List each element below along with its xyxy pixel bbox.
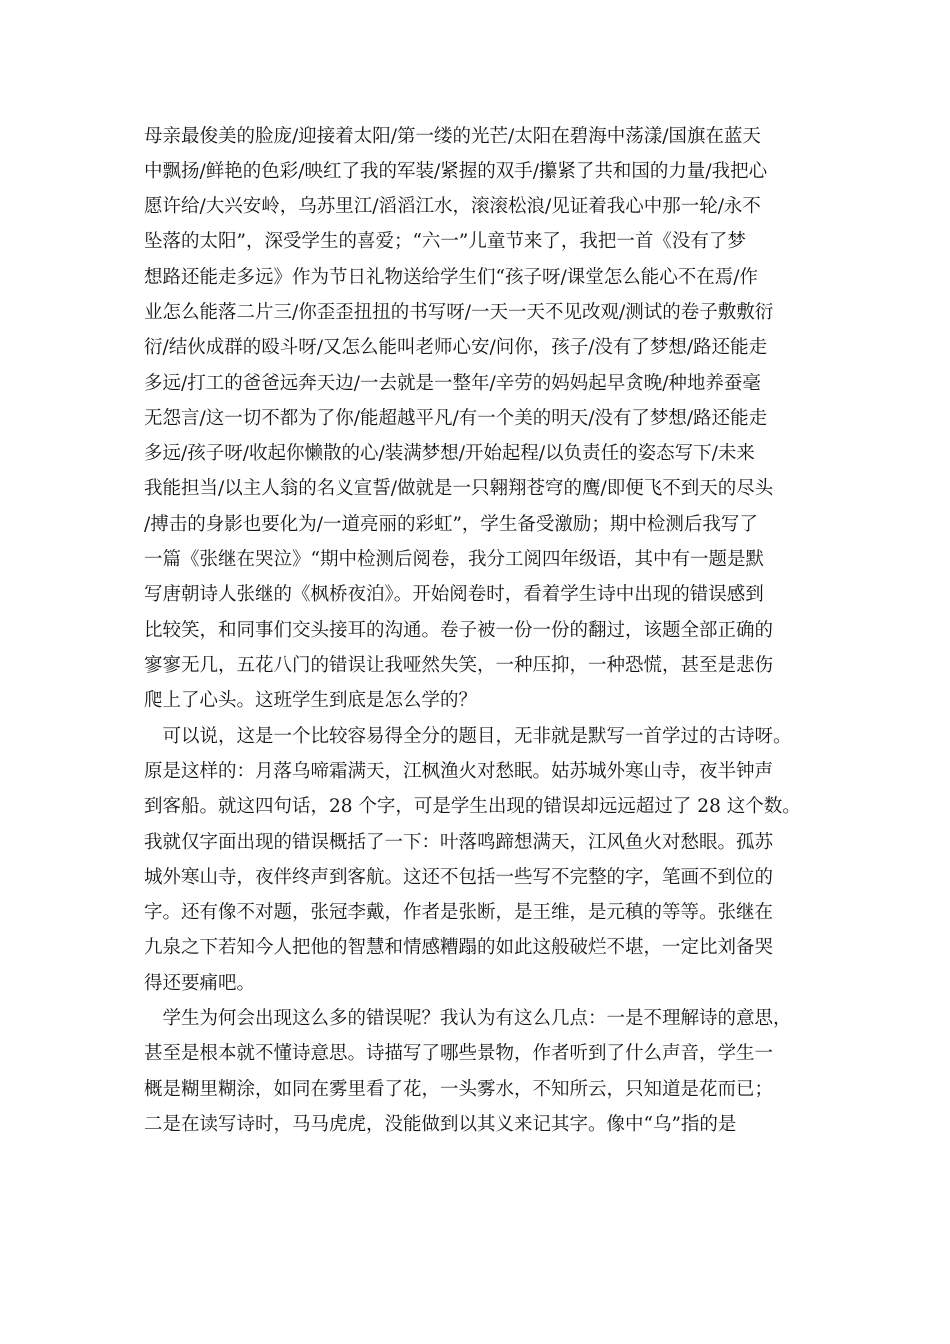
text-line: 比较笑，和同事们交头接耳的沟通。卷子被一份一份的翻过，该题全部正确的 (144, 620, 774, 641)
text-line: 愿许给/大兴安岭，乌苏里江/滔滔江水，滚滚松浪/见证着我心中那一轮/永不 (144, 196, 761, 217)
text-line: 我能担当/以主人翁的名义宣誓/做就是一只翱翔苍穹的鹰/即便飞不到天的尽头 (144, 478, 774, 499)
text-line: 我就仅字面出现的错误概括了一下：叶落鸣蹄想满天，江风鱼火对愁眼。孤苏 (144, 832, 774, 853)
paragraph-start-line: 可以说，这是一个比较容易得全分的题目，无非就是默写一首学过的古诗呀。 (144, 726, 792, 747)
text-line: 城外寒山寺，夜伴终声到客航。这还不包括一些写不完整的字，笔画不到位的 (144, 867, 774, 888)
text-line: 一篇《张继在哭泣》“期中检测后阅卷，我分工阅四年级语，其中有一题是默 (144, 549, 764, 570)
text-line: 母亲最俊美的脸庞/迎接着太阳/第一缕的光芒/太阳在碧海中荡漾/国旗在蓝天 (144, 126, 761, 147)
text-line: 到客船。就这四句话，28 个字，可是学生出现的错误却远远超过了 28 这个数。 (144, 796, 801, 817)
text-line: 业怎么能落二片三/你歪歪扭扭的书写呀/一天一天不见改观/测试的卷子敷敷衍 (144, 302, 774, 323)
text-line: 寥寥无几，五花八门的错误让我哑然失笑，一种压抑，一种恐慌，甚至是悲伤 (144, 655, 774, 676)
text-line: 想路还能走多远》作为节日礼物送给学生们“孩子呀/课堂怎么能心不在焉/作 (144, 267, 758, 288)
text-line: 得还要痛吧。 (144, 973, 256, 994)
text-line: 多远/打工的爸爸远奔天边/一去就是一整年/辛劳的妈妈起早贪晚/种地养蚕毫 (144, 373, 761, 394)
text-line: 写唐朝诗人张继的《枫桥夜泊》。开始阅卷时，看着学生诗中出现的错误感到 (144, 584, 764, 605)
text-line: 二是在读写诗时，马马虎虎，没能做到以其义来记其字。像中“乌”指的是 (144, 1114, 737, 1135)
text-line: 字。还有像不对题，张冠李戴，作者是张断，是王维，是元稹的等等。张继在 (144, 902, 774, 923)
text-line: 中飘扬/鲜艳的色彩/映红了我的军装/紧握的双手/攥紧了共和国的力量/我把心 (144, 161, 768, 182)
paragraph-start-line: 学生为何会出现这么多的错误呢？我认为有这么几点：一是不理解诗的意思， (144, 1008, 792, 1029)
text-line: 衍/结伙成群的殴斗呀/又怎么能叫老师心安/问你，孩子/没有了梦想/路还能走 (144, 337, 768, 358)
text-line: 无怨言/这一切不都为了你/能超越平凡/有一个美的明天/没有了梦想/路还能走 (144, 408, 768, 429)
text-line: 多远/孩子呀/收起你懒散的心/装满梦想/开始起程/以负责任的姿态写下/未来 (144, 443, 755, 464)
text-line: 原是这样的：月落乌啼霜满天，江枫渔火对愁眠。姑苏城外寒山寺，夜半钟声 (144, 761, 774, 782)
text-line: /搏击的身影也要化为/一道亮丽的彩虹”，学生备受激励；期中检测后我写了 (144, 514, 758, 535)
text-line: 九泉之下若知今人把他的智慧和情感糟蹋的如此这般破烂不堪，一定比刘备哭 (144, 937, 774, 958)
text-line: 概是糊里糊涂，如同在雾里看了花，一头雾水，不知所云，只知道是花而已； (144, 1079, 774, 1100)
text-line: 爬上了心头。这班学生到底是怎么学的？ (144, 690, 478, 711)
text-line: 甚至是根本就不懂诗意思。诗描写了哪些景物，作者听到了什么声音，学生一 (144, 1043, 774, 1064)
text-line: 坠落的太阳”，深受学生的喜爱；“六一”儿童节来了，我把一首《没有了梦 (144, 231, 746, 252)
